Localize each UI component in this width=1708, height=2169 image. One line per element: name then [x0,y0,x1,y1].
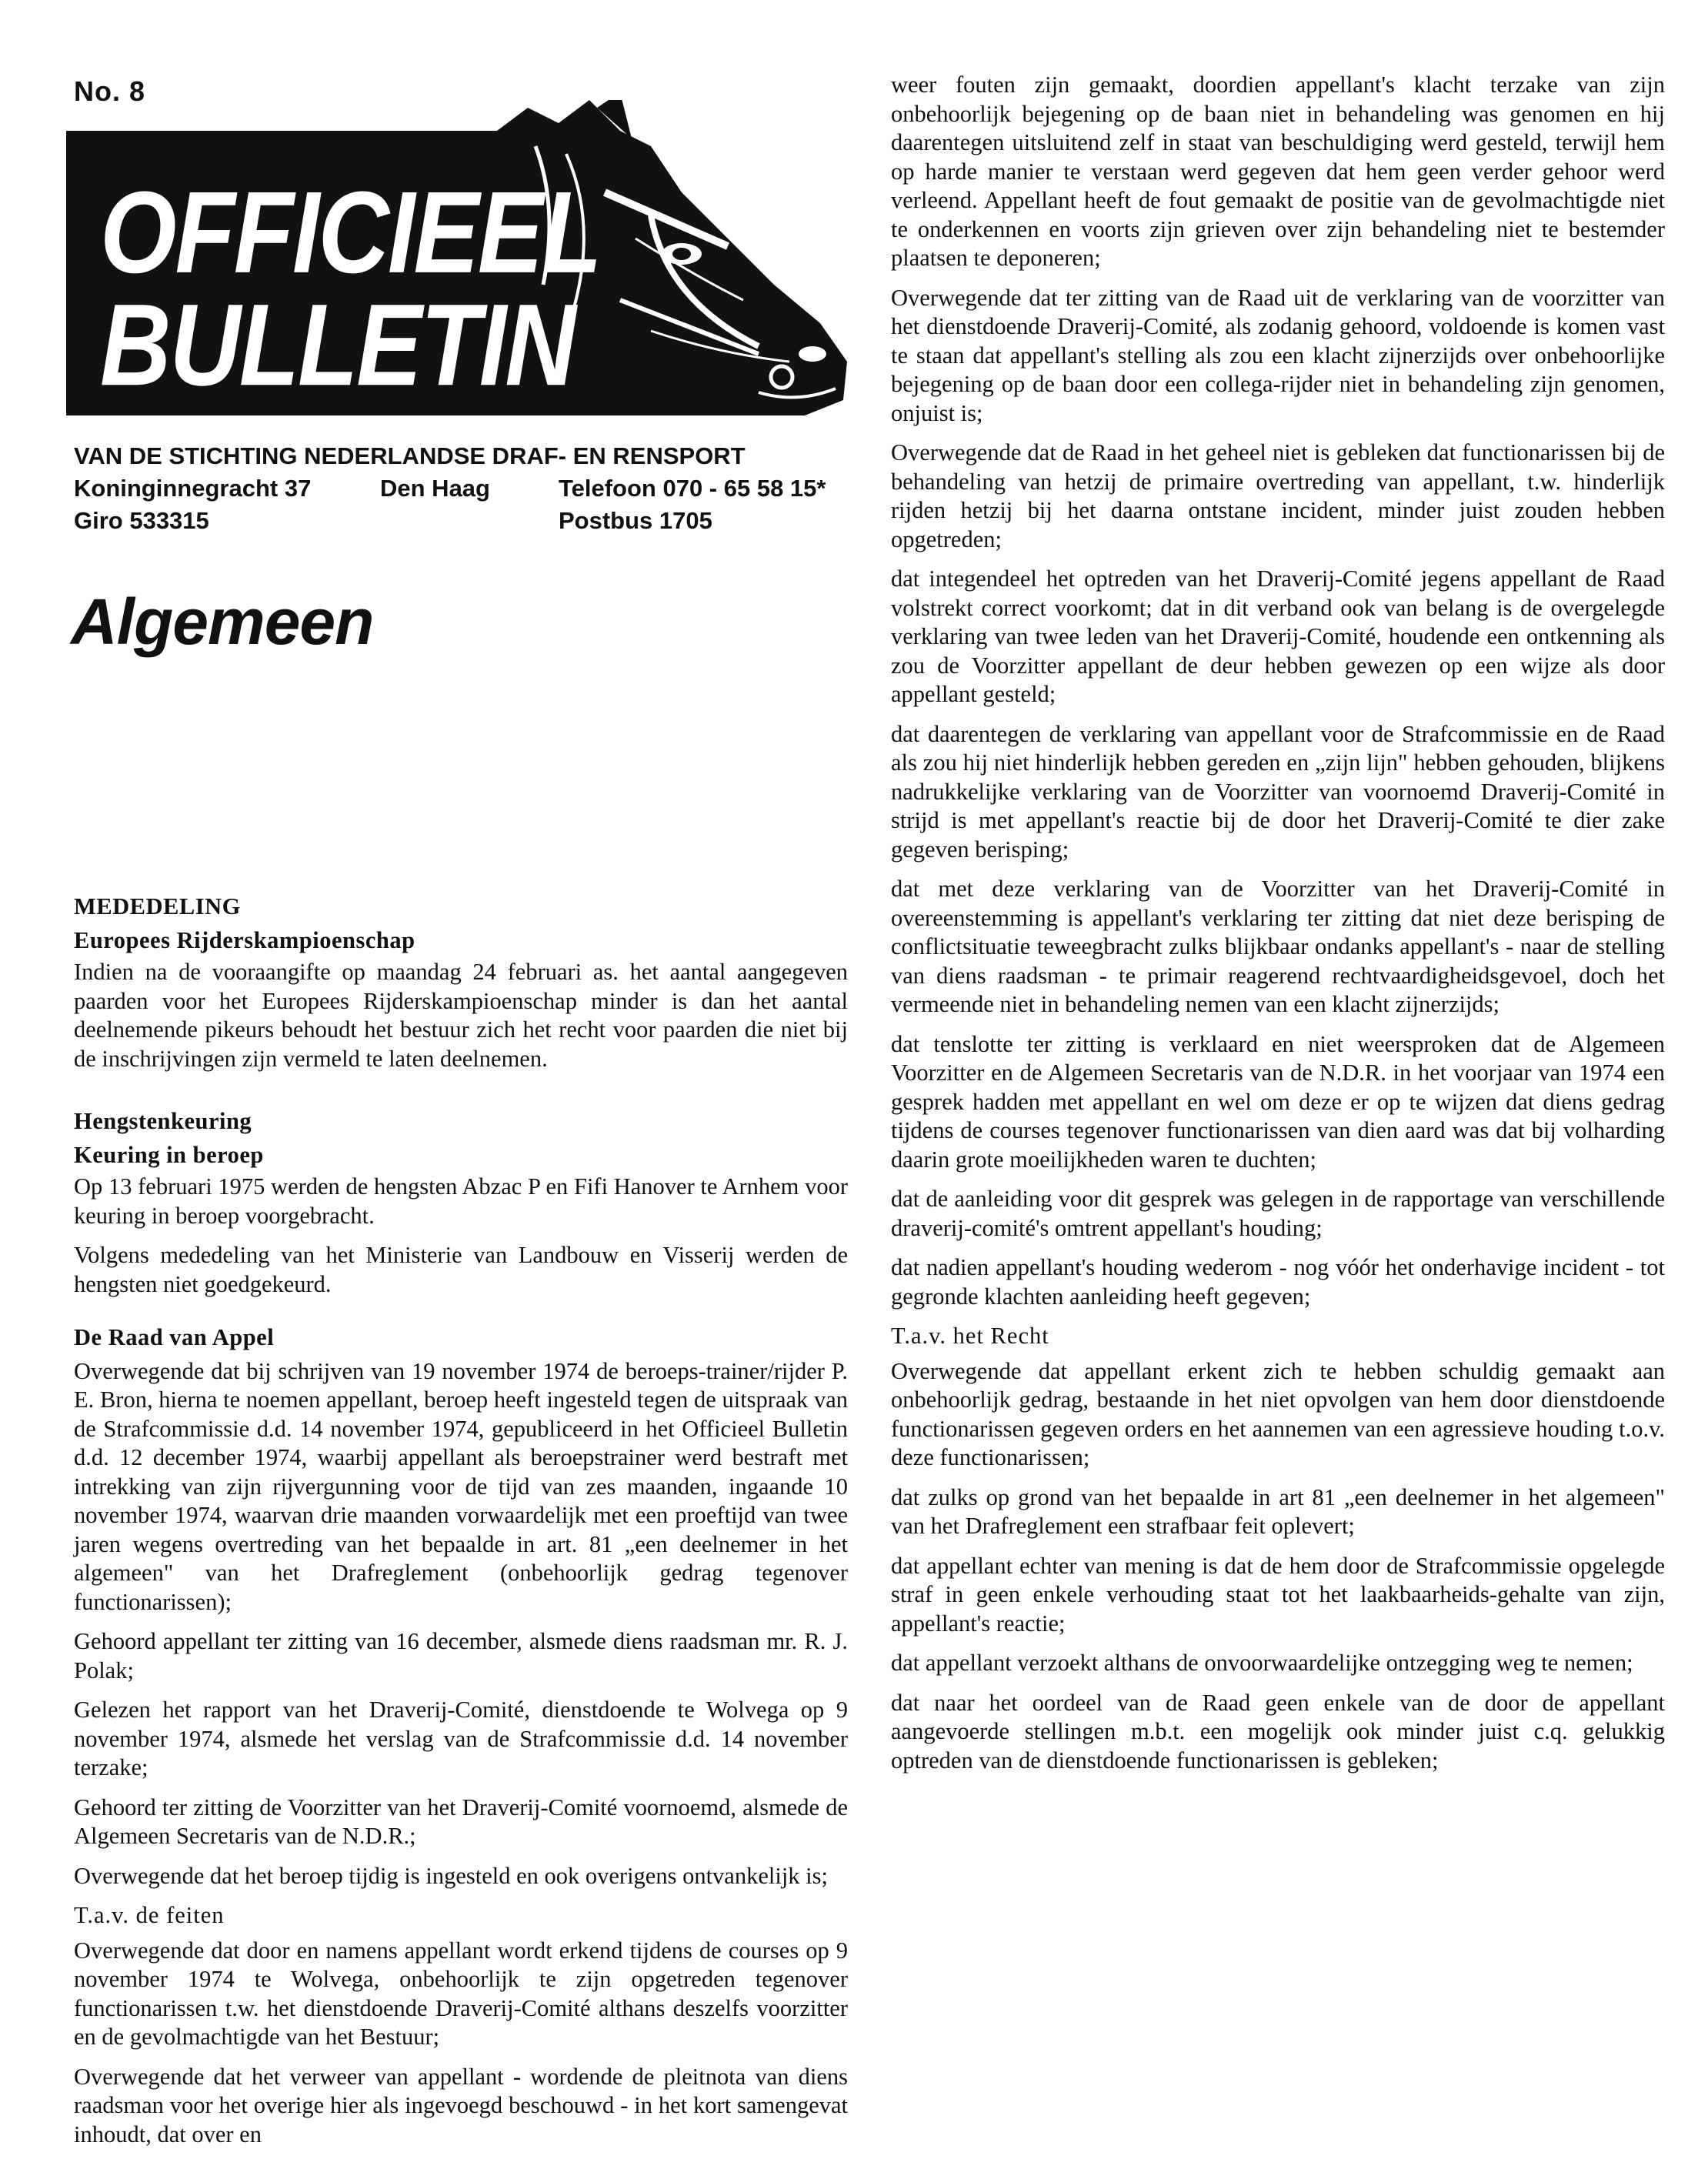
raad-paragraph-1: Overwegende dat bij schrijven van 19 november 1974 de beroeps-trainer/rijder P. E. Bron, hierna te noemen appellant, beroep heeft ingesteld tegen de uitspraak van de Strafcommissie d.d. 14 november 1974, gepubliceerd in het Officieel Bulletin d.d. 12 december 1974, waarbij appellant als beroepstrainer werd bestraft met intrekking van zijn rijvergunning voor de tijd van zes maanden, ingaande 10 november 1974, waarvan drie maanden vorwaardelijk met een proeftijd van twee jaren wegens overtreding van het bepaalde in art. 81 „een deelnemer in het algemeen" van het Drafreglement (onbehoorlijk gedrag tegenover functionarissen); [74,1357,848,1615]
logo-line-2: BULLETIN [100,280,575,411]
europees-heading: Europees Rijderskampioenschap [74,926,415,953]
feiten-paragraph-2: Overwegende dat het verweer van appellant - wordende de pleitnota van diens raadsman voor het overige hier als ingevoegd beschouwd - in het kort samengevat inhoudt, dat over en [74,2063,848,2147]
publisher-block [74,440,859,537]
right-paragraph-13: dat appellant verzoekt althans de onvoorwaardelijke ontzegging weg te nemen; [891,1650,1633,1676]
raad-paragraph-2: Gehoord appellant ter zitting van 16 december, alsmede diens raadsman mr. R. J. Polak; [74,1628,848,1683]
right-paragraph-7: dat tenslotte ter zitting is verklaard en niet weersproken dat de Algemeen Voorzitter en de Algemeen Secretaris van de N.D.R. in het voorjaar van 1974 een gesprek hadden met appellant en wel om deze er op te wijzen dat diens gedrag tijdens de courses tegenover functionarissen van dien aard was dat bij volharding daarin grote moeilijkheden waren te duchten; [891,1030,1665,1173]
officieel-bulletin-logo [66,100,851,415]
right-paragraph-12: dat appellant echter van mening is dat de hem door de Strafcommissie opgelegde straf in geen enkele verhouding staat tot het laakbaarheids-gehalte van zijn, appellant's reactie; [891,1552,1665,1637]
right-paragraph-6: dat met deze verklaring van de Voorzitter van het Draverij-Comité in overeenstemming is appellant's verklaring ter zitting dat niet deze berisping de conflictsituatie teweegbracht zulks blijkbaar ondanks appellant's - naar de stelling van diens raadsman - te primair reagerend rechtvaardigheidsgevoel, doch het vermeende niet in behandeling nemen van een klacht zijnerzijds; [891,876,1665,1017]
right-paragraph-8: dat de aanleiding voor dit gesprek was gelegen in de rapportage van verschillende draverij-comité's omtrent appellant's houding; [891,1186,1665,1241]
keuring-paragraph-2: Volgens mededeling van het Ministerie van Landbouw en Visserij werden de hengsten niet goedgekeurd. [74,1242,848,1297]
publisher-name: VAN DE STICHTING NEDERLANDSE DRAF- EN RENSPORT [74,442,746,469]
address-row [74,472,859,505]
raad-paragraph-5: Overwegende dat het beroep tijdig is ingesteld en ook overigens ontvankelijk is; [74,1862,828,1889]
right-paragraph-9: dat nadien appellant's houding wederom - nog vóór het onderhavige incident - tot gegronde klachten aanleiding heeft gegeven; [891,1254,1665,1310]
raad-paragraph-3: Gelezen het rapport van het Draverij-Comité, dienstdoende te Wolvega op 9 november 1974, alsmede het verslag van de Strafcommissie d.d. 14 november terzake; [74,1697,848,1780]
right-paragraph-5: dat daarentegen de verklaring van appellant voor de Strafcommissie en de Raad als zou hij niet hinderlijk hebben gereden en „zijn lijn" hebben gehouden, blijkens nadrukkelijke verklaring van de Voorzitter van voornoemd Draverij-Comité in strijd is met appellant's reactie bij de door het Draverij-Comité te dier zake gegeven berisping; [891,720,1665,863]
mededeling-heading: MEDEDELING [74,893,241,919]
right-paragraph-11: dat zulks op grond van het bepaalde in art 81 „een deelnemer in het algemeen" van het Drafreglement een strafbaar feit oplevert; [891,1483,1665,1539]
keuring-paragraph-1: Op 13 februari 1975 werden de hengsten Abzac P en Fifi Hanover te Arnhem voor keuring in beroep voorgebracht. [74,1173,848,1229]
city: Den Haag [380,475,490,502]
feiten-paragraph-1: Overwegende dat door en namens appellant wordt erkend tijdens de courses op 9 november 1974 te Wolvega, onbehoorlijk te zijn opgetreden tegenover functionarissen t.w. het dienstdoende Draverij-Comité althans deszelfs voorzitter en de gevolmachtigde van het Bestuur; [74,1937,848,2050]
recht-label: T.a.v. het Recht [891,1323,1049,1349]
phone: Telefoon 070 - 65 58 15* [559,475,826,502]
keuring-heading: Keuring in beroep [74,1141,264,1168]
right-paragraph-14: dat naar het oordeel van de Raad geen enkele van de door de appellant aangevoerde stellingen m.b.t. een mogelijk ook minder juist c.q. gelukkig optreden van de dienstdoende functionarissen is gebleken; [891,1689,1665,1774]
right-column [891,71,1665,1786]
logo-wordmark [100,168,601,411]
right-paragraph-10: Overwegende dat appellant erkent zich te hebben schuldig gemaakt aan onbehoorlijk gedrag, bestaande in het niet opvolgen van hem door dienstdoende functionarissen gegeven orders en het aannemen van een agressieve houding t.o.v. deze functionarissen; [891,1357,1665,1470]
issue-number: No. 8 [74,75,146,107]
raad-heading: De Raad van Appel [74,1324,275,1350]
left-column [74,893,848,2160]
section-title: Algemeen [71,586,374,658]
giro-row [74,505,859,537]
europees-paragraph: Indien na de vooraangifte op maandag 24 februari as. het aantal aangegeven paarden voor het Europees Rijderskampioenschap minder is dan het aantal deelnemende pikeurs behoudt het bestuur zich het recht voor paarden die niet bij de inschrijvingen zijn vermeld te laten deelnemen. [74,959,848,1072]
giro-number: Giro 533315 [74,507,209,534]
right-paragraph-3: Overwegende dat de Raad in het geheel niet is gebleken dat functionarissen bij de behandeling van hetzij de primaire overtreding van appellant, t.w. hinderlijk rijden hetzij bij het daarna ontstane incident, minder juist zouden hebben opgetreden; [891,439,1665,552]
logo-line-1: OFFICIEEL [100,168,601,298]
right-paragraph-1: weer fouten zijn gemaakt, doordien appellant's klacht terzake van zijn onbehoorlijk bejegening op de baan niet in behandeling was genomen en hij daarentegen uitsluitend zelf in staat van beschuldiging werd gesteld, terwijl hem op harde manier te verstaan werd gegeven dat hem geen verder gehoor werd verleend. Appellant heeft de fout gemaakt de positie van de gevolmachtigde niet te onderkennen en voorts zijn grieven over zijn behandeling niet te bestemder plaatsen te deponeren; [891,72,1665,271]
right-paragraph-2: Overwegende dat ter zitting van de Raad uit de verklaring van de voorzitter van het dienstdoende Draverij-Comité, als zodanig gehoord, voldoende is komen vast te staan dat appellant's stelling als zou een klacht zijnerzijds over onbehoorlijke bejegening op de baan door een collega-rijder niet in behandeling zijn genomen, onjuist is; [891,284,1665,426]
hengstenkeuring-heading: Hengstenkeuring [74,1108,252,1134]
feiten-label: T.a.v. de feiten [74,1902,225,1928]
right-paragraph-4: dat integendeel het optreden van het Draverij-Comité jegens appellant de Raad volstrekt correct voorkomt; dat in dit verband ook van belang is de overgelegde verklaring van twee leden van het Draverij-Comité, houdende een ontkenning als zou de Voorzitter appellant de deur hebben gewezen op een wijze als door appellant gesteld; [891,566,1665,707]
postbus: Postbus 1705 [559,507,712,534]
raad-paragraph-4: Gehoord ter zitting de Voorzitter van het Draverij-Comité voornoemd, alsmede de Algemeen Secretaris van de N.D.R.; [74,1794,848,1849]
street-address: Koninginnegracht 37 [74,475,312,502]
